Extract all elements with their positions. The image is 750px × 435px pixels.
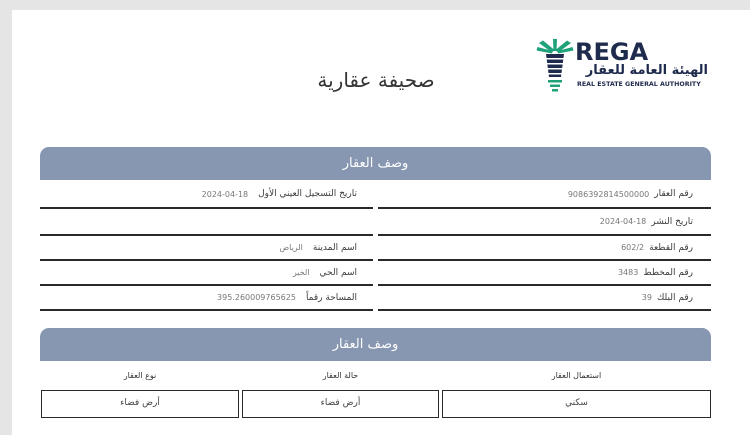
city-name-value: الرياض xyxy=(279,243,303,252)
property-number-label: رقم العقار xyxy=(654,189,693,199)
district-name-value: الخير xyxy=(292,268,310,277)
publish-date-value: 2024-04-18 xyxy=(599,217,647,226)
property-status-value: أرض فضاء xyxy=(242,390,439,418)
property-details-heading: وصف العقار xyxy=(40,328,711,361)
property-number-cell xyxy=(378,181,711,209)
property-number-value: 9086392814500000 xyxy=(567,189,650,199)
table-row xyxy=(40,209,711,236)
property-use-label: استعمال العقار xyxy=(551,371,602,380)
plan-number-cell xyxy=(378,261,711,286)
city-name-cell xyxy=(40,236,373,261)
area-numeric-label: المساحة رقماً xyxy=(305,292,357,303)
parcel-number-label: رقم القطعة xyxy=(649,242,693,253)
area-numeric-value: 395.260009765625 xyxy=(217,293,296,302)
property-details-table xyxy=(40,362,711,418)
logo-arabic-name: الهيئة العامة للعقار xyxy=(585,63,708,78)
first-registration-date-cell xyxy=(40,181,373,209)
first-registration-date-value: 2024-04-18 xyxy=(201,189,249,199)
parcel-number-cell xyxy=(378,236,711,261)
district-name-cell xyxy=(40,261,373,286)
area-numeric-cell xyxy=(40,286,373,311)
details-value-row xyxy=(40,390,711,418)
property-type-value: أرض فضاء xyxy=(41,390,239,418)
district-name-label: اسم الحي xyxy=(319,267,357,278)
block-number-value: 39 xyxy=(641,293,652,302)
details-header-row xyxy=(40,362,711,390)
block-number-cell xyxy=(378,286,711,311)
table-row xyxy=(40,236,711,261)
property-status-label: حالة العقار xyxy=(322,371,359,380)
plan-number-label: رقم المخطط xyxy=(643,267,693,278)
table-row xyxy=(40,181,711,209)
city-name-label: اسم المدينة xyxy=(312,242,357,253)
logo-brand-text: REGA xyxy=(575,38,649,66)
property-type-label: نوع العقار xyxy=(123,371,157,380)
parcel-number-value: 602/2 xyxy=(621,243,645,252)
table-row xyxy=(40,261,711,286)
page-title: صحيفة عقارية xyxy=(317,68,435,92)
property-use-value: سكني xyxy=(442,390,711,418)
publish-date-label: تاريخ النشر xyxy=(651,216,693,227)
publish-date-cell xyxy=(378,209,711,236)
logo-english-name: REAL ESTATE GENERAL AUTHORITY xyxy=(577,81,701,88)
property-description-table xyxy=(40,181,711,311)
table-row xyxy=(40,286,711,311)
plan-number-value: 3483 xyxy=(617,268,639,277)
property-description-heading: وصف العقار xyxy=(40,147,711,180)
block-number-label: رقم البلك xyxy=(656,292,693,303)
first-registration-date-label: تاريخ التسجيل العيني الأول xyxy=(258,189,357,199)
empty-cell xyxy=(40,209,373,236)
